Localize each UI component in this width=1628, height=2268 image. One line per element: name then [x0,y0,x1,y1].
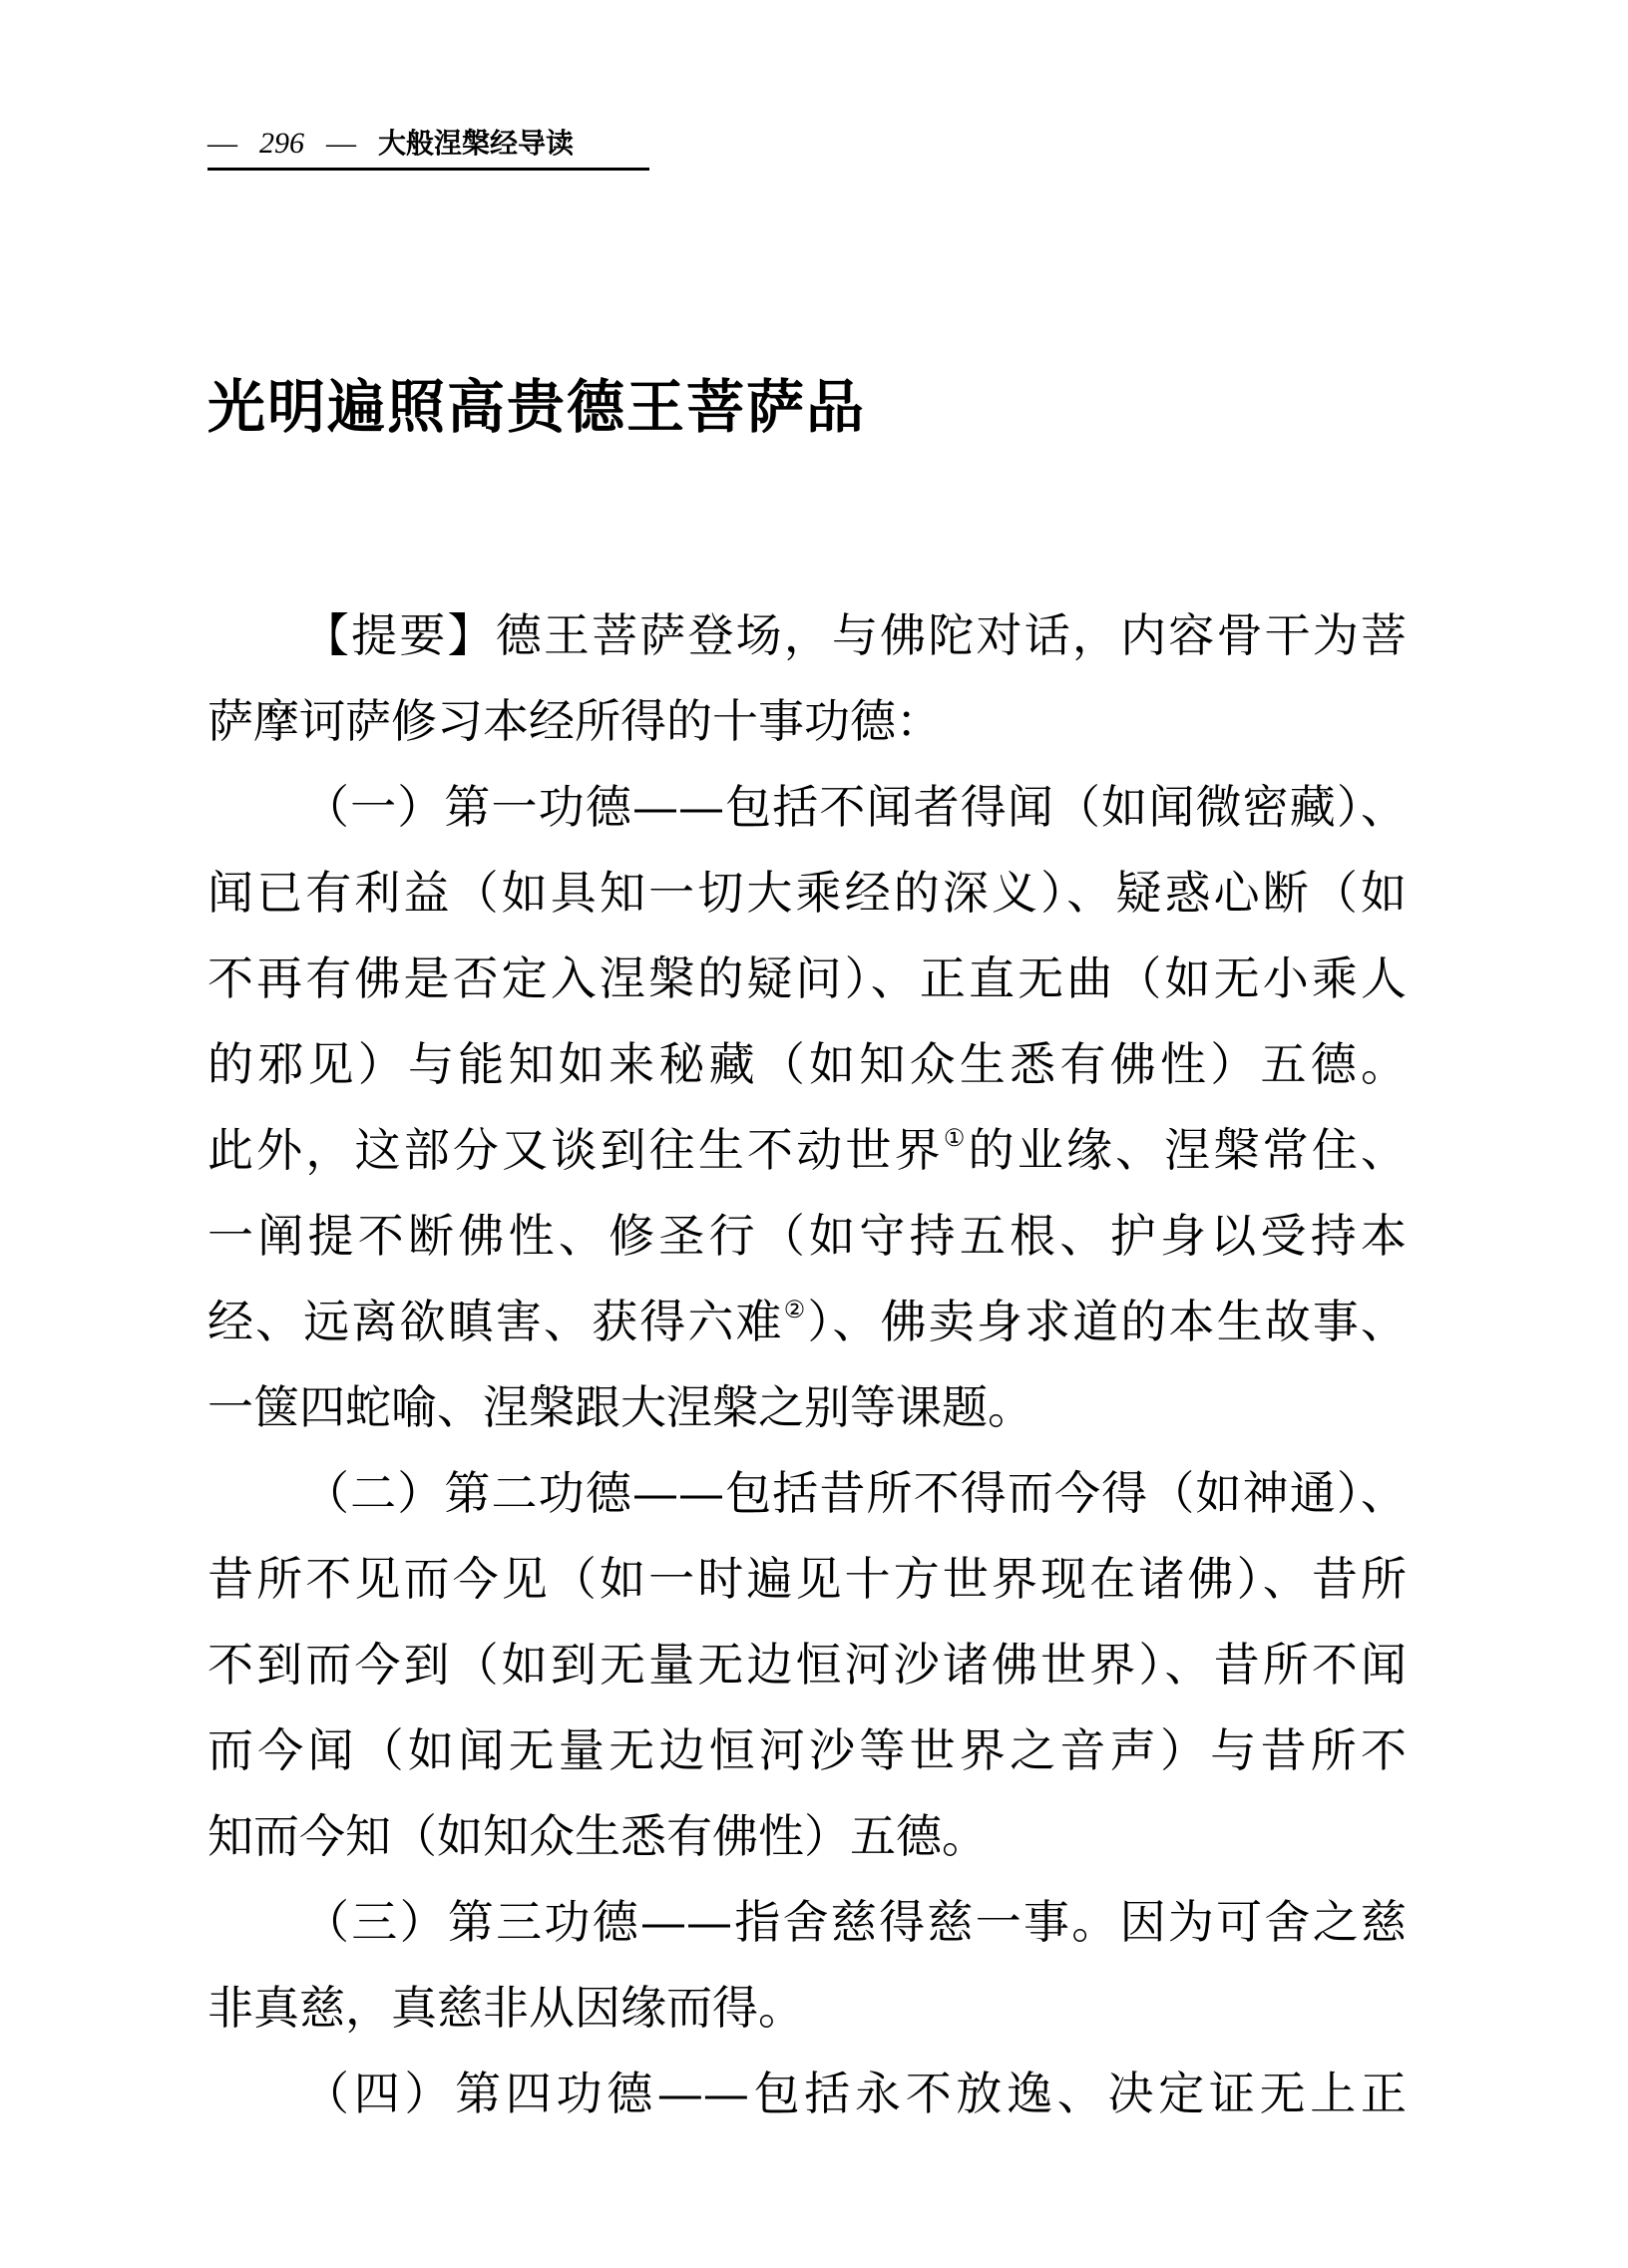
header-dash: — [207,127,237,160]
header-dash: — [326,127,356,160]
line-text: （四）第四功德——包括永不放逸、决定证无上正 [303,2067,1407,2120]
text-line [207,936,1407,1021]
text-line [207,1793,1407,1879]
text-line [207,1107,1407,1193]
line-text: 知而今知（如知众生悉有佛性）五德。 [207,1809,988,1863]
line-text: （二）第二功德——包括昔所不得而今得（如神通）、 [303,1466,1407,1520]
line-text: 闻已有利益（如具知一切大乘经的深义）、疑惑心断（如 [207,866,1407,920]
line-text: （三）第三功德——指舍慈得慈一事。因为可舍之慈 [303,1895,1407,1949]
text-line [207,1879,1407,1965]
line-text: 一箧四蛇喻、涅槃跟大涅槃之别等课题。 [207,1380,1033,1434]
footnote-ref: ① [943,1124,969,1152]
line-text: （一）第一功德——包括不闻者得闻（如闻微密藏）、 [303,780,1407,834]
book-title: 大般涅槃经导读 [378,127,575,160]
text-line [207,1364,1407,1450]
line-text: ）、佛卖身求道的本生故事、 [807,1295,1408,1348]
text-line [207,1450,1407,1536]
chapter-title: 光明遍照高贵德王菩萨品 [207,373,867,441]
line-text: 不到而今到（如到无量无边恒河沙诸佛世界）、昔所不闻 [207,1638,1407,1692]
text-line [207,592,1407,678]
text-line [207,1193,1407,1279]
line-text: 【提要】德王菩萨登场，与佛陀对话，内容骨干为菩 [303,608,1407,662]
text-line [207,764,1407,850]
footnote-ref: ② [783,1296,808,1323]
line-text: 经、远离欲瞋害、获得六难 [207,1295,784,1348]
line-text: 的业缘、涅槃常住、 [968,1123,1408,1177]
text-line [207,678,1407,764]
text-line [207,1707,1407,1793]
line-text: 一阐提不断佛性、修圣行（如守持五根、护身以受持本 [207,1209,1407,1263]
line-text: 而今闻（如闻无量无边恒河沙等世界之音声）与昔所不 [207,1723,1407,1777]
line-text: 非真慈，真慈非从因缘而得。 [207,1981,804,2035]
text-line [207,1622,1407,1707]
line-text: 萨摩诃萨修习本经所得的十事功德： [207,694,942,748]
text-line [207,850,1407,936]
line-text: 此外，这部分又谈到往生不动世界 [207,1123,944,1177]
line-text: 不再有佛是否定入涅槃的疑问）、正直无曲（如无小乘人 [207,951,1407,1005]
text-line [207,1965,1407,2051]
body-text [207,592,1407,2136]
running-header [207,124,649,171]
text-line [207,2051,1407,2136]
text-line [207,1021,1407,1107]
page-number: 296 [259,127,304,160]
line-text: 昔所不见而今见（如一时遍见十方世界现在诸佛）、昔所 [207,1552,1407,1606]
text-line [207,1279,1407,1364]
line-text: 的邪见）与能知如来秘藏（如知众生悉有佛性）五德。 [207,1037,1407,1091]
text-line [207,1536,1407,1622]
